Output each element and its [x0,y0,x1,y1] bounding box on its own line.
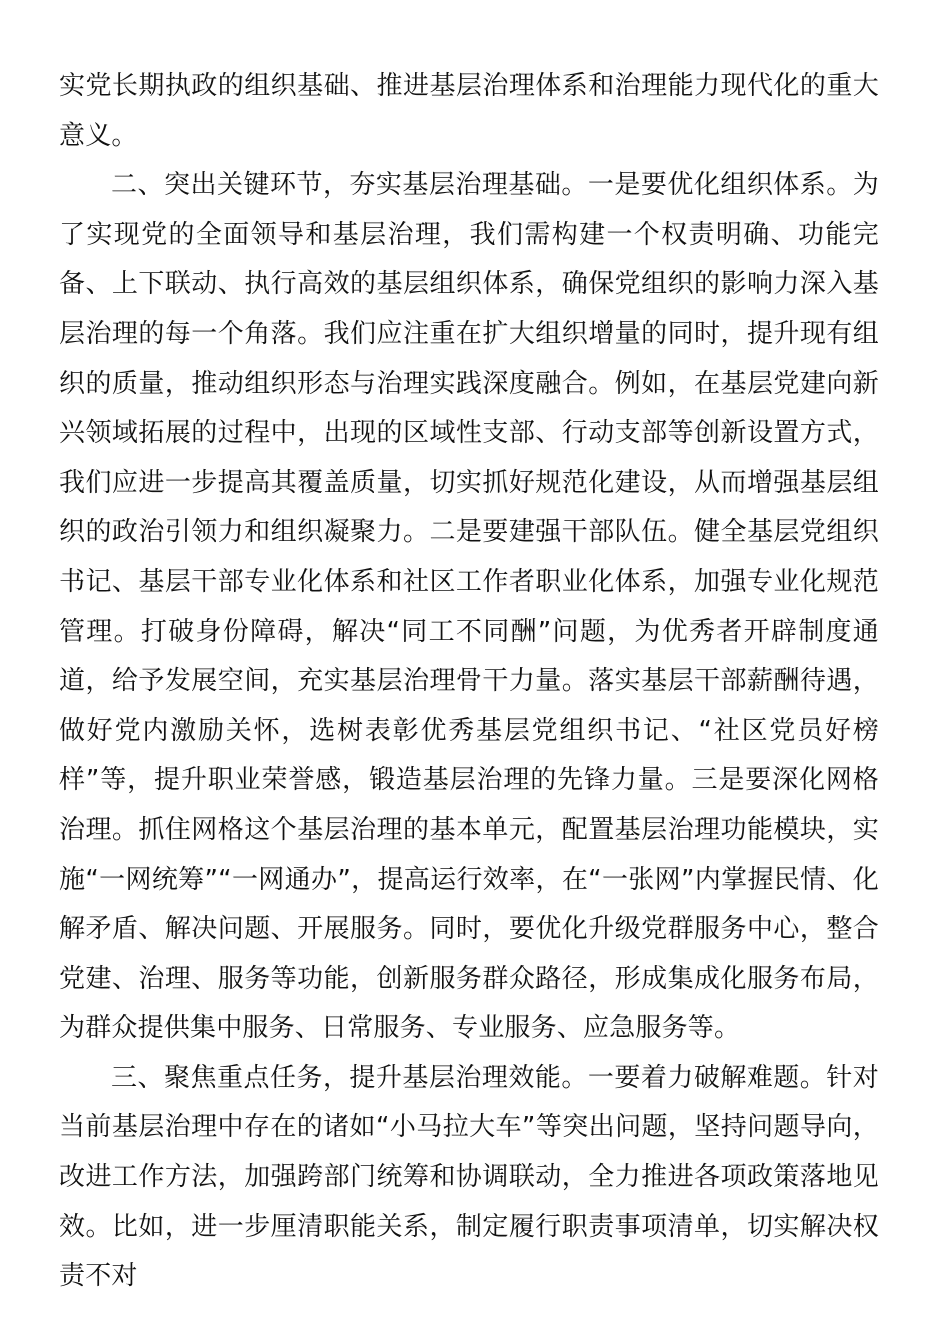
paragraph-section-three: 三、聚焦重点任务，提升基层治理效能。一要着力破解难题。针对当前基层治理中存在的诸如“小马拉大车”等突出问题，坚持问题导向，改进工作方法，加强跨部门统筹和协调联动，全力推进各项政策落地见效。比如，进一步厘清职能关系，制定履行职责事项清单，切实解决权责不对 [59,1062,879,1292]
paragraph-continuation: 实党长期执政的组织基础、推进基层治理体系和治理能力现代化的重大意义。 [59,71,879,151]
paragraph-section-two: 二、突出关键环节，夯实基层治理基础。一是要优化组织体系。为了实现党的全面领导和基层治理，我们需构建一个权责明确、功能完备、上下联动、执行高效的基层组织体系，确保党组织的影响力深入基层治理的每一个角落。我们应注重在扩大组织增量的同时，提升现有组织的质量，推动组织形态与治理实践深度融合。例如，在基层党建向新兴领域拓展的过程中，出现的区域性支部、行动支部等创新设置方式，我们应进一步提高其覆盖质量，切实抓好规范化建设，从而增强基层组织的政治引领力和组织凝聚力。二是要建强干部队伍。健全基层党组织书记、基层干部专业化体系和社区工作者职业化体系，加强专业化规范管理。打破身份障碍，解决“同工不同酬”问题，为优秀者开辟制度通道，给予发展空间，充实基层治理骨干力量。落实基层干部薪酬待遇，做好党内激励关怀，选树表彰优秀基层党组织书记、“社区党员好榜样”等，提升职业荣誉感，锻造基层治理的先锋力量。三是要深化网格治理。抓住网格这个基层治理的基本单元，配置基层治理功能模块，实施“一网统筹”“一网通办”，提高运行效率，在“一张网”内掌握民情、化解矛盾、解决问题、开展服务。同时，要优化升级党群服务中心，整合党建、治理、服务等功能，创新服务群众路径，形成集成化服务布局，为群众提供集中服务、日常服务、专业服务、应急服务等。 [59,170,879,1044]
document-body [59,62,879,1302]
